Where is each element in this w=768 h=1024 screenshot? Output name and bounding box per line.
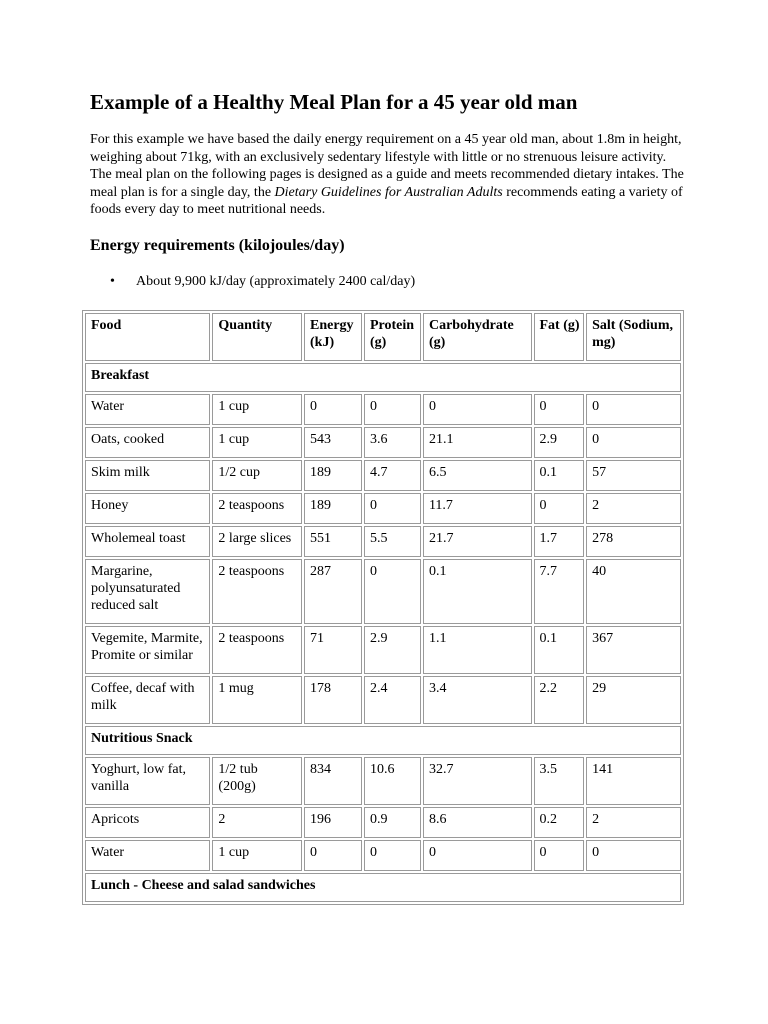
cell-food: Skim milk (85, 460, 210, 491)
col-header-quantity: Quantity (212, 313, 302, 361)
cell-salt: 29 (586, 676, 681, 724)
cell-energy: 196 (304, 807, 362, 838)
cell-protein: 0.9 (364, 807, 421, 838)
cell-food: Yoghurt, low fat, vanilla (85, 757, 210, 805)
cell-salt: 2 (586, 807, 681, 838)
list-item (90, 274, 415, 290)
table-row (85, 526, 681, 557)
guidelines-title: Dietary Guidelines for Australian Adults (274, 184, 503, 200)
cell-salt: 0 (586, 427, 681, 458)
cell-quantity: 2 (212, 807, 302, 838)
table-row (85, 394, 681, 425)
cell-fat: 0.2 (534, 807, 585, 838)
page-title: Example of a Healthy Meal Plan for a 45 year old man (90, 90, 578, 114)
cell-food: Margarine, polyunsaturated reduced salt (85, 559, 210, 624)
cell-quantity: 2 teaspoons (212, 626, 302, 674)
cell-energy: 834 (304, 757, 362, 805)
cell-fat: 0.1 (534, 626, 585, 674)
cell-energy: 0 (304, 394, 362, 425)
intro-text: For this example we have based the daily energy requirement on a 45 year old man, about 1.8m in height, weighing about 71kg, with an exclusively sedentary lifestyle with little or no strenuous leisure activity. The meal plan on the following pages is designed as a guide and meets recommended dietary intakes. The meal plan is for a single day, the (90, 132, 684, 200)
cell-protein: 2.4 (364, 676, 421, 724)
cell-fat: 7.7 (534, 559, 585, 624)
cell-fat: 1.7 (534, 526, 585, 557)
section-row (85, 726, 681, 755)
table-row (85, 757, 681, 805)
col-header-food: Food (85, 313, 210, 361)
meal-plan-table (82, 310, 684, 905)
cell-fat: 0 (534, 394, 585, 425)
cell-quantity: 1/2 tub (200g) (212, 757, 302, 805)
cell-energy: 543 (304, 427, 362, 458)
bullet-icon: • (110, 274, 115, 289)
cell-food: Vegemite, Marmite, Promite or similar (85, 626, 210, 674)
table-body (85, 363, 681, 902)
cell-food: Water (85, 840, 210, 871)
cell-protein: 4.7 (364, 460, 421, 491)
cell-quantity: 1 cup (212, 394, 302, 425)
cell-salt: 278 (586, 526, 681, 557)
cell-salt: 367 (586, 626, 681, 674)
cell-salt: 57 (586, 460, 681, 491)
cell-fat: 2.2 (534, 676, 585, 724)
cell-protein: 0 (364, 559, 421, 624)
col-header-salt: Salt (Sodium, mg) (586, 313, 681, 361)
cell-carbohydrate: 32.7 (423, 757, 532, 805)
cell-quantity: 1 mug (212, 676, 302, 724)
cell-fat: 0 (534, 840, 585, 871)
list-item-text: About 9,900 kJ/day (approximately 2400 cal/day) (136, 274, 416, 289)
cell-food: Coffee, decaf with milk (85, 676, 210, 724)
cell-salt: 0 (586, 840, 681, 871)
col-header-energy: Energy (kJ) (304, 313, 362, 361)
cell-carbohydrate: 8.6 (423, 807, 532, 838)
cell-food: Apricots (85, 807, 210, 838)
cell-food: Water (85, 394, 210, 425)
table-row (85, 559, 681, 624)
cell-fat: 3.5 (534, 757, 585, 805)
cell-protein: 10.6 (364, 757, 421, 805)
section-title: Breakfast (85, 363, 681, 392)
intro-paragraph (90, 131, 690, 219)
cell-quantity: 2 teaspoons (212, 493, 302, 524)
table-row (85, 676, 681, 724)
cell-protein: 0 (364, 840, 421, 871)
cell-fat: 0.1 (534, 460, 585, 491)
cell-protein: 0 (364, 493, 421, 524)
section-row (85, 363, 681, 392)
section-row (85, 873, 681, 902)
cell-energy: 71 (304, 626, 362, 674)
section-title: Nutritious Snack (85, 726, 681, 755)
cell-food: Oats, cooked (85, 427, 210, 458)
cell-energy: 287 (304, 559, 362, 624)
table-row (85, 460, 681, 491)
cell-energy: 189 (304, 460, 362, 491)
table-row (85, 840, 681, 871)
cell-carbohydrate: 21.1 (423, 427, 532, 458)
cell-salt: 0 (586, 394, 681, 425)
col-header-fat: Fat (g) (534, 313, 585, 361)
table-header-row (85, 313, 681, 361)
cell-quantity: 2 teaspoons (212, 559, 302, 624)
cell-energy: 0 (304, 840, 362, 871)
cell-carbohydrate: 21.7 (423, 526, 532, 557)
cell-fat: 2.9 (534, 427, 585, 458)
cell-protein: 3.6 (364, 427, 421, 458)
cell-carbohydrate: 11.7 (423, 493, 532, 524)
cell-energy: 551 (304, 526, 362, 557)
cell-quantity: 1 cup (212, 427, 302, 458)
cell-carbohydrate: 0 (423, 840, 532, 871)
table-row (85, 427, 681, 458)
col-header-carbohydrate: Carbohydrate (g) (423, 313, 532, 361)
cell-carbohydrate: 0 (423, 394, 532, 425)
cell-fat: 0 (534, 493, 585, 524)
cell-salt: 2 (586, 493, 681, 524)
cell-salt: 40 (586, 559, 681, 624)
cell-salt: 141 (586, 757, 681, 805)
table-row (85, 626, 681, 674)
cell-food: Honey (85, 493, 210, 524)
cell-quantity: 2 large slices (212, 526, 302, 557)
col-header-protein: Protein (g) (364, 313, 421, 361)
cell-protein: 0 (364, 394, 421, 425)
intro-text-end: recommends eating a variety of foods every day to meet nutritional needs. (90, 184, 683, 217)
section-title: Lunch - Cheese and salad sandwiches (85, 873, 681, 902)
cell-protein: 5.5 (364, 526, 421, 557)
table-row (85, 807, 681, 838)
cell-quantity: 1 cup (212, 840, 302, 871)
cell-protein: 2.9 (364, 626, 421, 674)
energy-heading: Energy requirements (kilojoules/day) (90, 237, 345, 254)
cell-quantity: 1/2 cup (212, 460, 302, 491)
cell-carbohydrate: 6.5 (423, 460, 532, 491)
cell-carbohydrate: 3.4 (423, 676, 532, 724)
cell-food: Wholemeal toast (85, 526, 210, 557)
table-row (85, 493, 681, 524)
energy-list (90, 274, 415, 290)
cell-energy: 189 (304, 493, 362, 524)
cell-energy: 178 (304, 676, 362, 724)
cell-carbohydrate: 0.1 (423, 559, 532, 624)
cell-carbohydrate: 1.1 (423, 626, 532, 674)
